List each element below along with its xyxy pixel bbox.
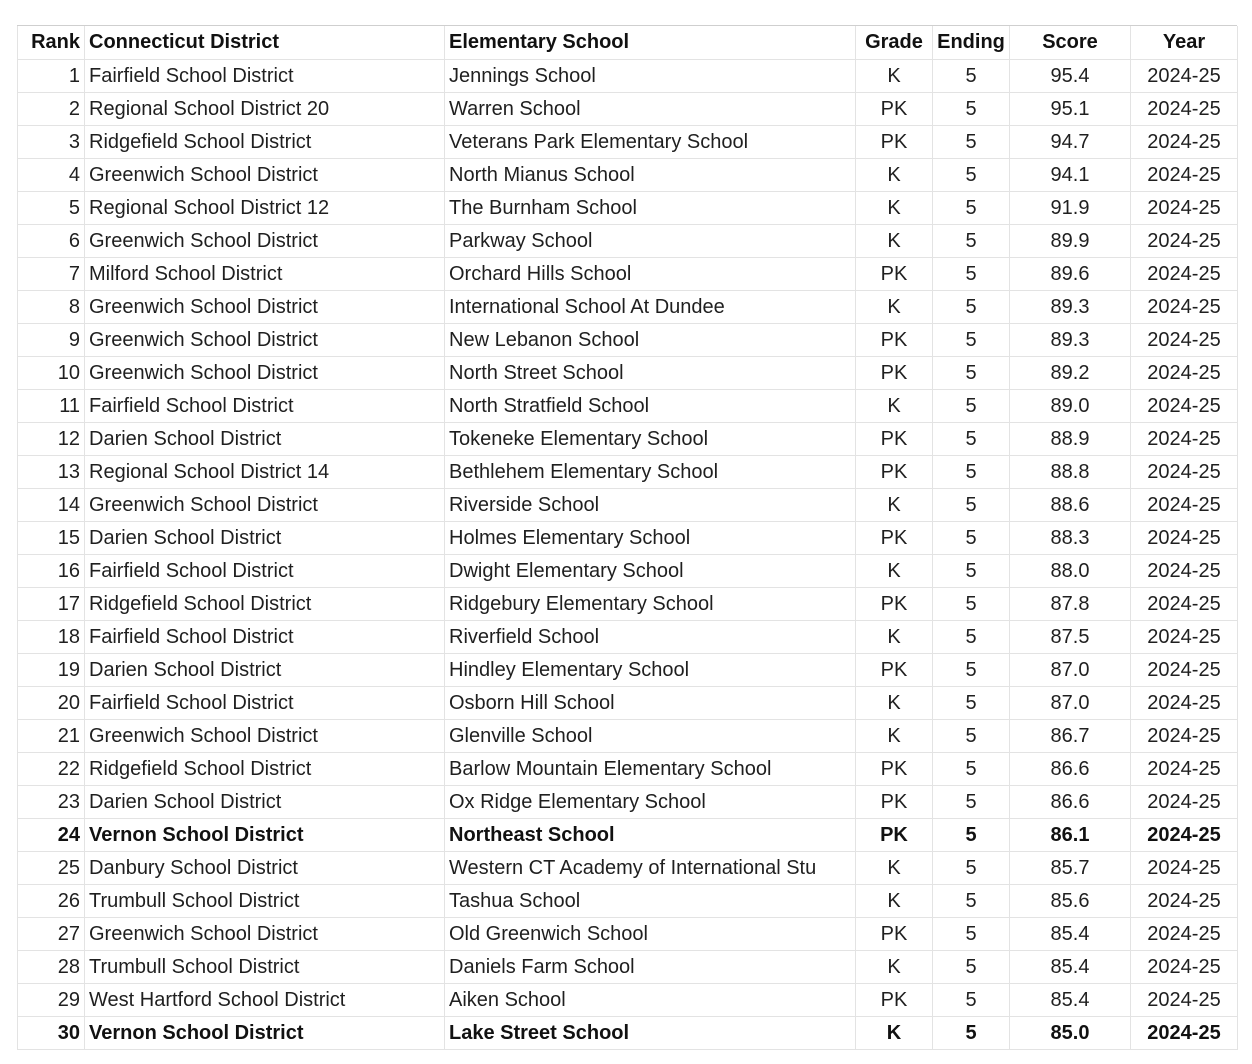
- cell-score[interactable]: 88.6: [1010, 488, 1131, 521]
- table-body: [18, 59, 1238, 1049]
- cell-ending[interactable]: 5: [933, 191, 1010, 224]
- header-score[interactable]: Score: [1010, 26, 1131, 59]
- cell-grade[interactable]: K: [856, 851, 933, 884]
- cell-score[interactable]: 86.6: [1010, 785, 1131, 818]
- cell-grade[interactable]: PK: [856, 323, 933, 356]
- cell-ending[interactable]: 5: [933, 92, 1010, 125]
- cell-year[interactable]: 2024-25: [1131, 686, 1238, 719]
- cell-school[interactable]: Dwight Elementary School: [445, 554, 856, 587]
- cell-grade[interactable]: PK: [856, 521, 933, 554]
- cell-school[interactable]: Jennings School: [445, 59, 856, 92]
- cell-ending[interactable]: 5: [933, 983, 1010, 1016]
- cell-rank[interactable]: 28: [18, 950, 85, 983]
- table-row: [18, 191, 1238, 224]
- cell-score[interactable]: 89.3: [1010, 323, 1131, 356]
- cell-year[interactable]: 2024-25: [1131, 1016, 1238, 1049]
- cell-school[interactable]: Bethlehem Elementary School: [445, 455, 856, 488]
- cell-rank[interactable]: 24: [18, 818, 85, 851]
- header-grade[interactable]: Grade: [856, 26, 933, 59]
- cell-score[interactable]: 85.4: [1010, 950, 1131, 983]
- cell-district[interactable]: Regional School District 12: [85, 191, 445, 224]
- cell-score[interactable]: 87.0: [1010, 653, 1131, 686]
- cell-grade[interactable]: K: [856, 884, 933, 917]
- cell-grade[interactable]: K: [856, 554, 933, 587]
- cell-ending[interactable]: 5: [933, 158, 1010, 191]
- cell-grade[interactable]: PK: [856, 125, 933, 158]
- cell-grade[interactable]: PK: [856, 785, 933, 818]
- cell-year[interactable]: 2024-25: [1131, 389, 1238, 422]
- cell-school[interactable]: Daniels Farm School: [445, 950, 856, 983]
- cell-year[interactable]: 2024-25: [1131, 587, 1238, 620]
- table-row: [18, 521, 1238, 554]
- cell-rank[interactable]: 14: [18, 488, 85, 521]
- cell-year[interactable]: 2024-25: [1131, 356, 1238, 389]
- cell-ending[interactable]: 5: [933, 686, 1010, 719]
- cell-score[interactable]: 85.7: [1010, 851, 1131, 884]
- cell-ending[interactable]: 5: [933, 884, 1010, 917]
- table-row: [18, 884, 1238, 917]
- cell-grade[interactable]: K: [856, 686, 933, 719]
- cell-school[interactable]: Orchard Hills School: [445, 257, 856, 290]
- table-row: [18, 686, 1238, 719]
- cell-ending[interactable]: 5: [933, 389, 1010, 422]
- table-row: [18, 554, 1238, 587]
- cell-year[interactable]: 2024-25: [1131, 290, 1238, 323]
- cell-district[interactable]: Fairfield School District: [85, 389, 445, 422]
- cell-year[interactable]: 2024-25: [1131, 950, 1238, 983]
- cell-rank[interactable]: 23: [18, 785, 85, 818]
- cell-score[interactable]: 89.3: [1010, 290, 1131, 323]
- cell-grade[interactable]: K: [856, 290, 933, 323]
- cell-ending[interactable]: 5: [933, 488, 1010, 521]
- cell-school[interactable]: New Lebanon School: [445, 323, 856, 356]
- cell-district[interactable]: Danbury School District: [85, 851, 445, 884]
- cell-district[interactable]: Greenwich School District: [85, 290, 445, 323]
- cell-rank[interactable]: 12: [18, 422, 85, 455]
- cell-year[interactable]: 2024-25: [1131, 125, 1238, 158]
- cell-grade[interactable]: PK: [856, 356, 933, 389]
- table-row: [18, 455, 1238, 488]
- cell-district[interactable]: Greenwich School District: [85, 917, 445, 950]
- cell-ending[interactable]: 5: [933, 356, 1010, 389]
- cell-ending[interactable]: 5: [933, 59, 1010, 92]
- cell-year[interactable]: 2024-25: [1131, 620, 1238, 653]
- cell-district[interactable]: Trumbull School District: [85, 884, 445, 917]
- cell-year[interactable]: 2024-25: [1131, 752, 1238, 785]
- table-row: [18, 719, 1238, 752]
- cell-grade[interactable]: PK: [856, 257, 933, 290]
- cell-rank[interactable]: 20: [18, 686, 85, 719]
- cell-score[interactable]: 95.1: [1010, 92, 1131, 125]
- table-row: [18, 587, 1238, 620]
- cell-grade[interactable]: PK: [856, 917, 933, 950]
- cell-score[interactable]: 89.6: [1010, 257, 1131, 290]
- cell-ending[interactable]: 5: [933, 1016, 1010, 1049]
- cell-school[interactable]: Riverfield School: [445, 620, 856, 653]
- cell-rank[interactable]: 29: [18, 983, 85, 1016]
- cell-year[interactable]: 2024-25: [1131, 257, 1238, 290]
- cell-year[interactable]: 2024-25: [1131, 851, 1238, 884]
- cell-rank[interactable]: 26: [18, 884, 85, 917]
- cell-school[interactable]: Parkway School: [445, 224, 856, 257]
- cell-district[interactable]: Ridgefield School District: [85, 587, 445, 620]
- cell-rank[interactable]: 19: [18, 653, 85, 686]
- cell-score[interactable]: 88.9: [1010, 422, 1131, 455]
- cell-school[interactable]: Hindley Elementary School: [445, 653, 856, 686]
- table-row: [18, 422, 1238, 455]
- header-row: [18, 26, 1238, 59]
- cell-rank[interactable]: 7: [18, 257, 85, 290]
- cell-school[interactable]: Tokeneke Elementary School: [445, 422, 856, 455]
- cell-rank[interactable]: 22: [18, 752, 85, 785]
- cell-school[interactable]: Tashua School: [445, 884, 856, 917]
- cell-district[interactable]: Regional School District 14: [85, 455, 445, 488]
- cell-ending[interactable]: 5: [933, 818, 1010, 851]
- cell-rank[interactable]: 21: [18, 719, 85, 752]
- cell-grade[interactable]: K: [856, 620, 933, 653]
- cell-school[interactable]: North Mianus School: [445, 158, 856, 191]
- cell-rank[interactable]: 6: [18, 224, 85, 257]
- cell-year[interactable]: 2024-25: [1131, 917, 1238, 950]
- cell-grade[interactable]: PK: [856, 92, 933, 125]
- cell-rank[interactable]: 16: [18, 554, 85, 587]
- cell-year[interactable]: 2024-25: [1131, 983, 1238, 1016]
- cell-grade[interactable]: K: [856, 719, 933, 752]
- cell-rank[interactable]: 9: [18, 323, 85, 356]
- cell-year[interactable]: 2024-25: [1131, 521, 1238, 554]
- cell-ending[interactable]: 5: [933, 455, 1010, 488]
- cell-rank[interactable]: 11: [18, 389, 85, 422]
- cell-district[interactable]: Vernon School District: [85, 818, 445, 851]
- cell-score[interactable]: 86.6: [1010, 752, 1131, 785]
- cell-score[interactable]: 86.7: [1010, 719, 1131, 752]
- cell-district[interactable]: Fairfield School District: [85, 686, 445, 719]
- cell-district[interactable]: Vernon School District: [85, 1016, 445, 1049]
- table-row: [18, 125, 1238, 158]
- table-row: [18, 653, 1238, 686]
- cell-school[interactable]: Riverside School: [445, 488, 856, 521]
- cell-year[interactable]: 2024-25: [1131, 884, 1238, 917]
- cell-district[interactable]: Darien School District: [85, 521, 445, 554]
- cell-score[interactable]: 88.0: [1010, 554, 1131, 587]
- cell-district[interactable]: Fairfield School District: [85, 620, 445, 653]
- cell-year[interactable]: 2024-25: [1131, 488, 1238, 521]
- cell-rank[interactable]: 8: [18, 290, 85, 323]
- cell-score[interactable]: 87.8: [1010, 587, 1131, 620]
- cell-school[interactable]: International School At Dundee: [445, 290, 856, 323]
- cell-district[interactable]: West Hartford School District: [85, 983, 445, 1016]
- cell-school[interactable]: Lake Street School: [445, 1016, 856, 1049]
- cell-district[interactable]: Ridgefield School District: [85, 752, 445, 785]
- cell-grade[interactable]: K: [856, 950, 933, 983]
- cell-rank[interactable]: 5: [18, 191, 85, 224]
- header-year[interactable]: Year: [1131, 26, 1238, 59]
- cell-school[interactable]: North Street School: [445, 356, 856, 389]
- cell-school[interactable]: Osborn Hill School: [445, 686, 856, 719]
- cell-district[interactable]: Greenwich School District: [85, 224, 445, 257]
- cell-ending[interactable]: 5: [933, 653, 1010, 686]
- cell-district[interactable]: Regional School District 20: [85, 92, 445, 125]
- table-row: [18, 290, 1238, 323]
- cell-grade[interactable]: PK: [856, 983, 933, 1016]
- cell-district[interactable]: Trumbull School District: [85, 950, 445, 983]
- cell-district[interactable]: Greenwich School District: [85, 719, 445, 752]
- cell-year[interactable]: 2024-25: [1131, 224, 1238, 257]
- cell-score[interactable]: 85.4: [1010, 917, 1131, 950]
- cell-rank[interactable]: 4: [18, 158, 85, 191]
- cell-score[interactable]: 91.9: [1010, 191, 1131, 224]
- cell-school[interactable]: Old Greenwich School: [445, 917, 856, 950]
- cell-score[interactable]: 87.0: [1010, 686, 1131, 719]
- cell-rank[interactable]: 1: [18, 59, 85, 92]
- header-rank[interactable]: Rank: [18, 26, 85, 59]
- cell-district[interactable]: Darien School District: [85, 422, 445, 455]
- cell-ending[interactable]: 5: [933, 587, 1010, 620]
- cell-score[interactable]: 85.0: [1010, 1016, 1131, 1049]
- cell-grade[interactable]: PK: [856, 653, 933, 686]
- cell-school[interactable]: Barlow Mountain Elementary School: [445, 752, 856, 785]
- table-row: [18, 620, 1238, 653]
- table-row: [18, 950, 1238, 983]
- cell-ending[interactable]: 5: [933, 521, 1010, 554]
- table-row: [18, 257, 1238, 290]
- cell-ending[interactable]: 5: [933, 554, 1010, 587]
- cell-rank[interactable]: 27: [18, 917, 85, 950]
- cell-ending[interactable]: 5: [933, 719, 1010, 752]
- cell-ending[interactable]: 5: [933, 950, 1010, 983]
- cell-year[interactable]: 2024-25: [1131, 323, 1238, 356]
- header-district[interactable]: Connecticut District: [85, 26, 445, 59]
- table-row: [18, 851, 1238, 884]
- cell-school[interactable]: Aiken School: [445, 983, 856, 1016]
- cell-ending[interactable]: 5: [933, 224, 1010, 257]
- cell-rank[interactable]: 30: [18, 1016, 85, 1049]
- cell-grade[interactable]: K: [856, 224, 933, 257]
- cell-grade[interactable]: K: [856, 488, 933, 521]
- cell-grade[interactable]: PK: [856, 818, 933, 851]
- cell-district[interactable]: Milford School District: [85, 257, 445, 290]
- cell-rank[interactable]: 25: [18, 851, 85, 884]
- cell-school[interactable]: North Stratfield School: [445, 389, 856, 422]
- cell-district[interactable]: Ridgefield School District: [85, 125, 445, 158]
- cell-grade[interactable]: PK: [856, 455, 933, 488]
- cell-district[interactable]: Greenwich School District: [85, 158, 445, 191]
- cell-ending[interactable]: 5: [933, 785, 1010, 818]
- cell-grade[interactable]: K: [856, 59, 933, 92]
- cell-school[interactable]: Warren School: [445, 92, 856, 125]
- table-row: [18, 389, 1238, 422]
- table-row: [18, 323, 1238, 356]
- cell-rank[interactable]: 18: [18, 620, 85, 653]
- cell-score[interactable]: 94.7: [1010, 125, 1131, 158]
- cell-school[interactable]: Holmes Elementary School: [445, 521, 856, 554]
- cell-district[interactable]: Fairfield School District: [85, 59, 445, 92]
- cell-score[interactable]: 89.2: [1010, 356, 1131, 389]
- cell-school[interactable]: Western CT Academy of International Stu: [445, 851, 856, 884]
- cell-year[interactable]: 2024-25: [1131, 92, 1238, 125]
- cell-score[interactable]: 87.5: [1010, 620, 1131, 653]
- cell-ending[interactable]: 5: [933, 290, 1010, 323]
- cell-district[interactable]: Greenwich School District: [85, 356, 445, 389]
- cell-grade[interactable]: K: [856, 158, 933, 191]
- cell-ending[interactable]: 5: [933, 851, 1010, 884]
- cell-rank[interactable]: 13: [18, 455, 85, 488]
- cell-rank[interactable]: 15: [18, 521, 85, 554]
- cell-score[interactable]: 88.8: [1010, 455, 1131, 488]
- cell-district[interactable]: Darien School District: [85, 785, 445, 818]
- cell-district[interactable]: Darien School District: [85, 653, 445, 686]
- cell-score[interactable]: 85.4: [1010, 983, 1131, 1016]
- cell-score[interactable]: 88.3: [1010, 521, 1131, 554]
- cell-year[interactable]: 2024-25: [1131, 191, 1238, 224]
- cell-school[interactable]: Glenville School: [445, 719, 856, 752]
- table-row: [18, 752, 1238, 785]
- cell-year[interactable]: 2024-25: [1131, 422, 1238, 455]
- cell-score[interactable]: 85.6: [1010, 884, 1131, 917]
- cell-ending[interactable]: 5: [933, 125, 1010, 158]
- cell-grade[interactable]: PK: [856, 422, 933, 455]
- cell-score[interactable]: 89.0: [1010, 389, 1131, 422]
- cell-ending[interactable]: 5: [933, 752, 1010, 785]
- cell-grade[interactable]: PK: [856, 587, 933, 620]
- table-row: [18, 818, 1238, 851]
- school-rankings-table: [17, 26, 1238, 1050]
- cell-grade[interactable]: K: [856, 1016, 933, 1049]
- cell-grade[interactable]: K: [856, 191, 933, 224]
- cell-year[interactable]: 2024-25: [1131, 158, 1238, 191]
- cell-ending[interactable]: 5: [933, 323, 1010, 356]
- cell-year[interactable]: 2024-25: [1131, 59, 1238, 92]
- header-ending[interactable]: Ending: [933, 26, 1010, 59]
- cell-ending[interactable]: 5: [933, 257, 1010, 290]
- cell-year[interactable]: 2024-25: [1131, 554, 1238, 587]
- cell-year[interactable]: 2024-25: [1131, 719, 1238, 752]
- header-school[interactable]: Elementary School: [445, 26, 856, 59]
- cell-grade[interactable]: K: [856, 389, 933, 422]
- table-row: [18, 488, 1238, 521]
- cell-rank[interactable]: 3: [18, 125, 85, 158]
- table-row: [18, 356, 1238, 389]
- cell-score[interactable]: 95.4: [1010, 59, 1131, 92]
- spreadsheet-table-container: [17, 25, 1237, 1050]
- cell-year[interactable]: 2024-25: [1131, 818, 1238, 851]
- cell-ending[interactable]: 5: [933, 422, 1010, 455]
- cell-ending[interactable]: 5: [933, 620, 1010, 653]
- cell-year[interactable]: 2024-25: [1131, 653, 1238, 686]
- cell-score[interactable]: 89.9: [1010, 224, 1131, 257]
- table-row: [18, 785, 1238, 818]
- cell-school[interactable]: Ridgebury Elementary School: [445, 587, 856, 620]
- cell-school[interactable]: The Burnham School: [445, 191, 856, 224]
- table-row: [18, 224, 1238, 257]
- table-row: [18, 158, 1238, 191]
- cell-school[interactable]: Ox Ridge Elementary School: [445, 785, 856, 818]
- cell-year[interactable]: 2024-25: [1131, 455, 1238, 488]
- cell-score[interactable]: 86.1: [1010, 818, 1131, 851]
- table-row: [18, 92, 1238, 125]
- table-row: [18, 917, 1238, 950]
- table-row: [18, 1016, 1238, 1049]
- cell-school[interactable]: Veterans Park Elementary School: [445, 125, 856, 158]
- cell-score[interactable]: 94.1: [1010, 158, 1131, 191]
- cell-rank[interactable]: 2: [18, 92, 85, 125]
- cell-district[interactable]: Greenwich School District: [85, 488, 445, 521]
- cell-school[interactable]: Northeast School: [445, 818, 856, 851]
- cell-ending[interactable]: 5: [933, 917, 1010, 950]
- cell-district[interactable]: Greenwich School District: [85, 323, 445, 356]
- table-row: [18, 983, 1238, 1016]
- table-row: [18, 59, 1238, 92]
- cell-year[interactable]: 2024-25: [1131, 785, 1238, 818]
- cell-rank[interactable]: 17: [18, 587, 85, 620]
- cell-district[interactable]: Fairfield School District: [85, 554, 445, 587]
- cell-rank[interactable]: 10: [18, 356, 85, 389]
- cell-grade[interactable]: PK: [856, 752, 933, 785]
